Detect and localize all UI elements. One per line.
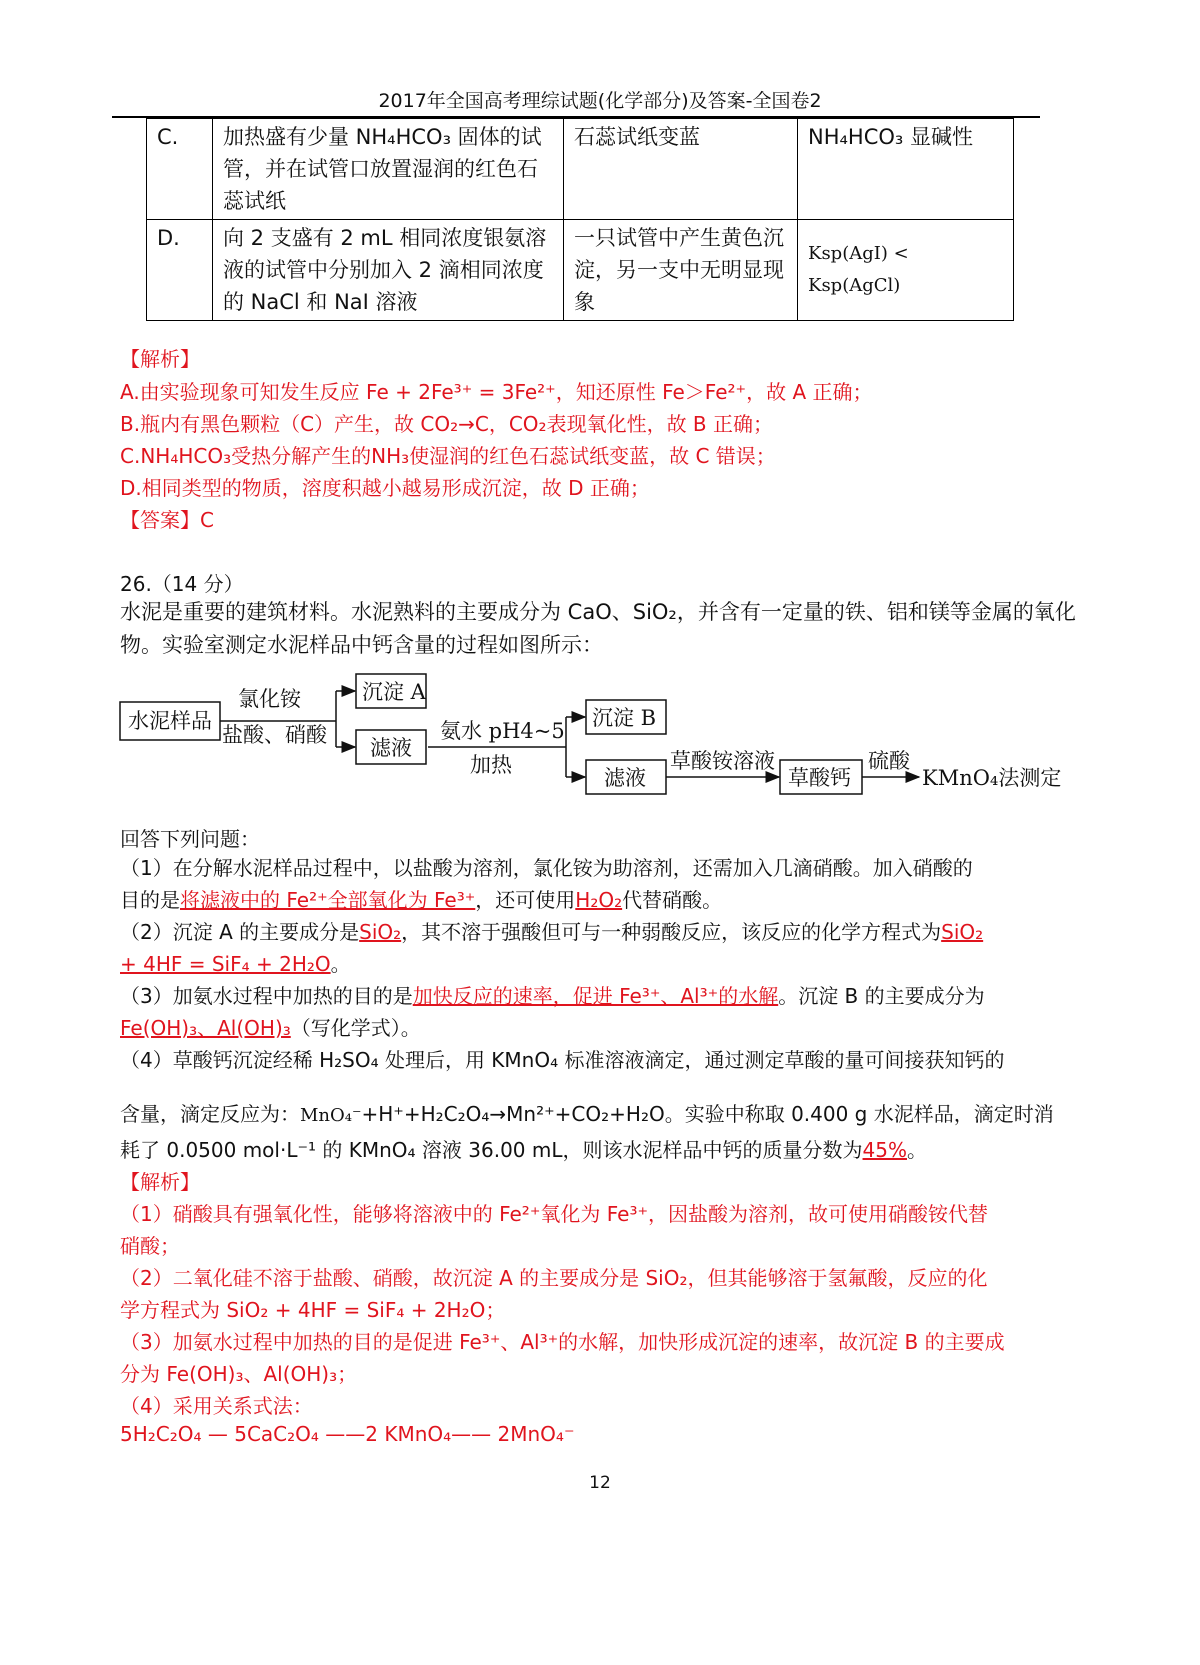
label-filtrate-1: 滤液 <box>370 736 412 760</box>
question-intro: 水泥是重要的建筑材料。水泥熟料的主要成分为 CaO、SiO₂，并含有一定量的铁、铝和镁等金属的氧化物。实验室测定水泥样品中钙含量的过程如图所示： <box>120 600 1076 657</box>
q3-line1: （3）加氨水过程中加热的目的是加快反应的速率，促进 Fe³⁺、Al³⁺的水解。沉淀 B 的主要成分为 <box>120 984 985 1008</box>
row-operation: 加热盛有少量 NH₄HCO₃ 固体的试管，并在试管口放置湿润的红色石蕊试纸 <box>213 119 564 220</box>
flow-diagram <box>118 672 1078 818</box>
row-conclusion: Ksp(AgI) < Ksp(AgCl) <box>798 220 1014 321</box>
q1-answer: 将滤液中的 Fe²⁺全部氧化为 Fe³⁺ <box>180 888 476 912</box>
question-number: 26.（14 分） <box>120 572 244 596</box>
label-reagent1-top: 氯化铵 <box>238 687 301 711</box>
analysis2-heading: 【解析】 <box>120 1170 200 1194</box>
q4-line2: 含量，滴定反应为：MnO₄⁻+H⁺+H₂C₂O₄→Mn²⁺+CO₂+H₂O。实验中称取 0.400 g 水泥样品，滴定时消 <box>120 1102 1054 1126</box>
q2-equation: + 4HF = SiF₄ + 2H₂O <box>120 952 331 976</box>
label-reagent4: 硫酸 <box>868 749 910 773</box>
options-table <box>146 118 1014 321</box>
q2-line2: + 4HF = SiF₄ + 2H₂O。 <box>120 952 351 976</box>
row-label: C. <box>147 119 213 220</box>
q2-line1: （2）沉淀 A 的主要成分是SiO₂，其不溶于强酸但可与一种弱酸反应，该反应的化学方程式为SiO₂ <box>120 920 984 944</box>
q2-answer: SiO₂ <box>359 920 402 944</box>
row-phenomenon: 石蕊试纸变蓝 <box>564 119 798 220</box>
q4-line1: （4）草酸钙沉淀经稀 H₂SO₄ 处理后，用 KMnO₄ 标准溶液滴定，通过测定草酸的量可间接获知钙的 <box>120 1048 1005 1072</box>
analysis-heading: 【解析】 <box>120 347 200 371</box>
q3-answer: 加快反应的速率，促进 Fe³⁺、Al³⁺的水解 <box>412 984 779 1008</box>
q3-answer2: Fe(OH)₃、Al(OH)₃ <box>120 1016 291 1040</box>
page-header: 2017年全国高考理综试题(化学部分)及答案-全国卷2 <box>378 90 822 112</box>
permanganate-ion: MnO₄⁻ <box>300 1105 362 1126</box>
label-precip-b: 沉淀 B <box>592 706 657 730</box>
row-label: D. <box>147 220 213 321</box>
analysis2-line: 5H₂C₂O₄ — 5CaC₂O₄ ——2 KMnO₄—— 2MnO₄⁻ <box>120 1422 575 1446</box>
q1-line2: 目的是将滤液中的 Fe²⁺全部氧化为 Fe³⁺，还可使用H₂O₂代替硝酸。 <box>120 888 723 912</box>
analysis-d: D.相同类型的物质，溶度积越小越易形成沉淀，故 D 正确； <box>120 476 650 500</box>
label-reagent3: 草酸铵溶液 <box>670 749 775 773</box>
label-precip-a: 沉淀 A <box>362 680 426 704</box>
q1-line1: （1）在分解水泥样品过程中，以盐酸为溶剂，氯化铵为助溶剂，还需加入几滴硝酸。加入硝酸的 <box>120 856 973 880</box>
analysis2-line: （2）二氧化硅不溶于盐酸、硝酸，故沉淀 A 的主要成分是 SiO₂，但其能够溶于氢氟酸，反应的化 <box>120 1266 988 1290</box>
q4-answer: 45% <box>862 1138 907 1162</box>
q4-line3: 耗了 0.0500 mol·L⁻¹ 的 KMnO₄ 溶液 36.00 mL，则该水泥样品中钙的质量分数为45%。 <box>120 1138 927 1162</box>
row-conclusion: NH₄HCO₃ 显碱性 <box>798 119 1014 220</box>
row-operation: 向 2 支盛有 2 mL 相同浓度银氨溶液的试管中分别加入 2 滴相同浓度的 NaCl 和 NaI 溶液 <box>213 220 564 321</box>
q2-answer2: SiO₂ <box>941 920 984 944</box>
label-reagent1-bottom: 盐酸、硝酸 <box>222 723 327 747</box>
analysis-c: C.NH₄HCO₃受热分解产生的NH₃使湿润的红色石蕊试纸变蓝，故 C 错误； <box>120 444 776 468</box>
row-phenomenon: 一只试管中产生黄色沉淀，另一支中无明显现象 <box>564 220 798 321</box>
answer-label: 【答案】C <box>120 508 214 532</box>
analysis-a: A.由实验现象可知发生反应 Fe + 2Fe³⁺ = 3Fe²⁺，知还原性 Fe＞Fe²⁺，故 A 正确； <box>120 380 873 404</box>
page-number: 12 <box>589 1473 611 1493</box>
analysis2-line: 硝酸； <box>120 1234 180 1258</box>
analysis2-line: 学方程式为 SiO₂ + 4HF = SiF₄ + 2H₂O； <box>120 1298 506 1322</box>
analysis2-line: （4）采用关系式法： <box>120 1394 313 1418</box>
analysis-b: B.瓶内有黑色颗粒（C）产生，故 CO₂→C，CO₂表现氧化性，故 B 正确； <box>120 412 774 436</box>
label-final: KMnO₄法测定 <box>922 766 1062 790</box>
label-reagent2-bottom: 加热 <box>470 753 512 777</box>
analysis2-line: 分为 Fe(OH)₃、Al(OH)₃； <box>120 1362 358 1386</box>
analysis2-line: （3）加氨水过程中加热的目的是促进 Fe³⁺、Al³⁺的水解，加快形成沉淀的速率，故沉淀 B 的主要成 <box>120 1330 1005 1354</box>
q3-line2: Fe(OH)₃、Al(OH)₃（写化学式）。 <box>120 1016 421 1040</box>
label-reagent2-top: 氨水 pH4~5 <box>440 719 565 743</box>
label-filtrate-2: 滤液 <box>604 766 646 790</box>
label-oxalate: 草酸钙 <box>788 766 851 790</box>
table-row <box>147 220 1014 321</box>
label-sample: 水泥样品 <box>128 709 212 733</box>
prompt: 回答下列问题： <box>120 827 260 851</box>
q1-answer2: H₂O₂ <box>575 888 623 912</box>
analysis2-line: （1）硝酸具有强氧化性，能够将溶液中的 Fe²⁺氧化为 Fe³⁺，因盐酸为溶剂，故可使用硝酸铵代替 <box>120 1202 989 1226</box>
table-row <box>147 119 1014 220</box>
